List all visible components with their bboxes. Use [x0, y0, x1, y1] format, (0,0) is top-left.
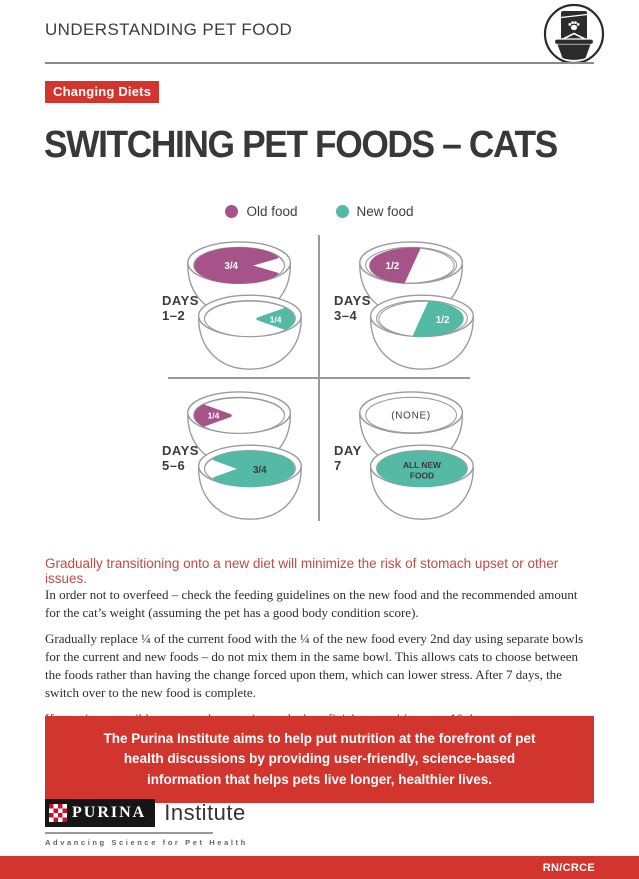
header-divider [45, 62, 594, 64]
body-text [45, 586, 594, 736]
new-food-bowl [199, 295, 302, 369]
legend-label-old-food: Old food [246, 204, 298, 219]
highlight-sentence: Gradually transitioning onto a new diet will minimize the risk of stomach upset or other issues. [45, 556, 559, 586]
old-food-color-dot [225, 205, 238, 218]
purina-institute-logo [45, 799, 248, 847]
paragraph-overfeed: In order not to overfeed – check the feeding guidelines on the new food and the recommended amount for the cat’s weight (assuming the pet has a good body condition score). [45, 587, 578, 620]
bowls-illustration [177, 383, 314, 531]
quadrant-day-7 [322, 382, 494, 532]
svg-text:3/4: 3/4 [252, 464, 267, 476]
svg-text:FOOD: FOOD [409, 470, 435, 481]
bowls-illustration [349, 383, 486, 531]
bowls-illustration [177, 233, 314, 381]
new-food-color-dot [336, 205, 349, 218]
footer-code: RN/CRCE [542, 861, 595, 874]
bowls-illustration [349, 233, 486, 381]
svg-text:1/4: 1/4 [269, 314, 282, 325]
svg-text:(NONE): (NONE) [391, 410, 431, 422]
quadrant-grid [150, 232, 494, 532]
days-label: DAYS 5–6 [162, 443, 199, 473]
legend [0, 204, 639, 219]
purina-checkerboard-icon [49, 804, 67, 822]
transition-diagram [150, 232, 494, 532]
new-food-bowl [371, 295, 474, 369]
legend-item-old-food [225, 204, 297, 219]
days-label: DAYS 1–2 [162, 293, 199, 323]
svg-text:1/2: 1/2 [435, 314, 450, 326]
purina-institute-callout: The Purina Institute aims to help put nutrition at the forefront of pet health discussions by providing user-friendly, science-based information that helps pets live longer, healthier lives. [45, 716, 594, 803]
purina-brand-text: PURINA [72, 804, 147, 821]
institute-text: Institute [164, 800, 246, 825]
quadrant-days-5-6 [150, 382, 322, 532]
legend-label-new-food: New food [356, 204, 414, 219]
new-food-bowl [199, 445, 302, 519]
paragraph-replace: Gradually replace ¼ of the current food with the ¼ of the new food every 2nd day using separate bowls for the current and new foods – do not mix them in the same bowl. This allows cats to choose between the foods rather than having the change forced upon them, which can lower stress. After 7 days, the switch over to the new food is complete. [45, 630, 584, 700]
pet-food-bag-and-bowl-icon [542, 2, 606, 66]
quadrant-days-1-2 [150, 232, 322, 382]
legend-item-new-food [336, 204, 414, 219]
days-label: DAYS 3–4 [334, 293, 371, 323]
footer-bar [0, 856, 639, 879]
svg-text:1/4: 1/4 [207, 410, 220, 421]
document-header-title: UNDERSTANDING PET FOOD [45, 20, 293, 39]
logo-tagline: Advancing Science for Pet Health [45, 837, 248, 847]
page-title: SWITCHING PET FOODS – CATS [44, 124, 557, 166]
quadrant-days-3-4 [322, 232, 494, 382]
new-food-bowl-full [371, 445, 474, 519]
section-badge: Changing Diets [45, 81, 159, 103]
svg-text:ALL NEW: ALL NEW [402, 459, 441, 470]
svg-text:3/4: 3/4 [224, 261, 239, 273]
days-label: DAY 7 [334, 443, 362, 473]
purina-wordmark-box [45, 799, 155, 827]
svg-text:1/2: 1/2 [385, 261, 400, 273]
logo-divider [45, 832, 213, 834]
